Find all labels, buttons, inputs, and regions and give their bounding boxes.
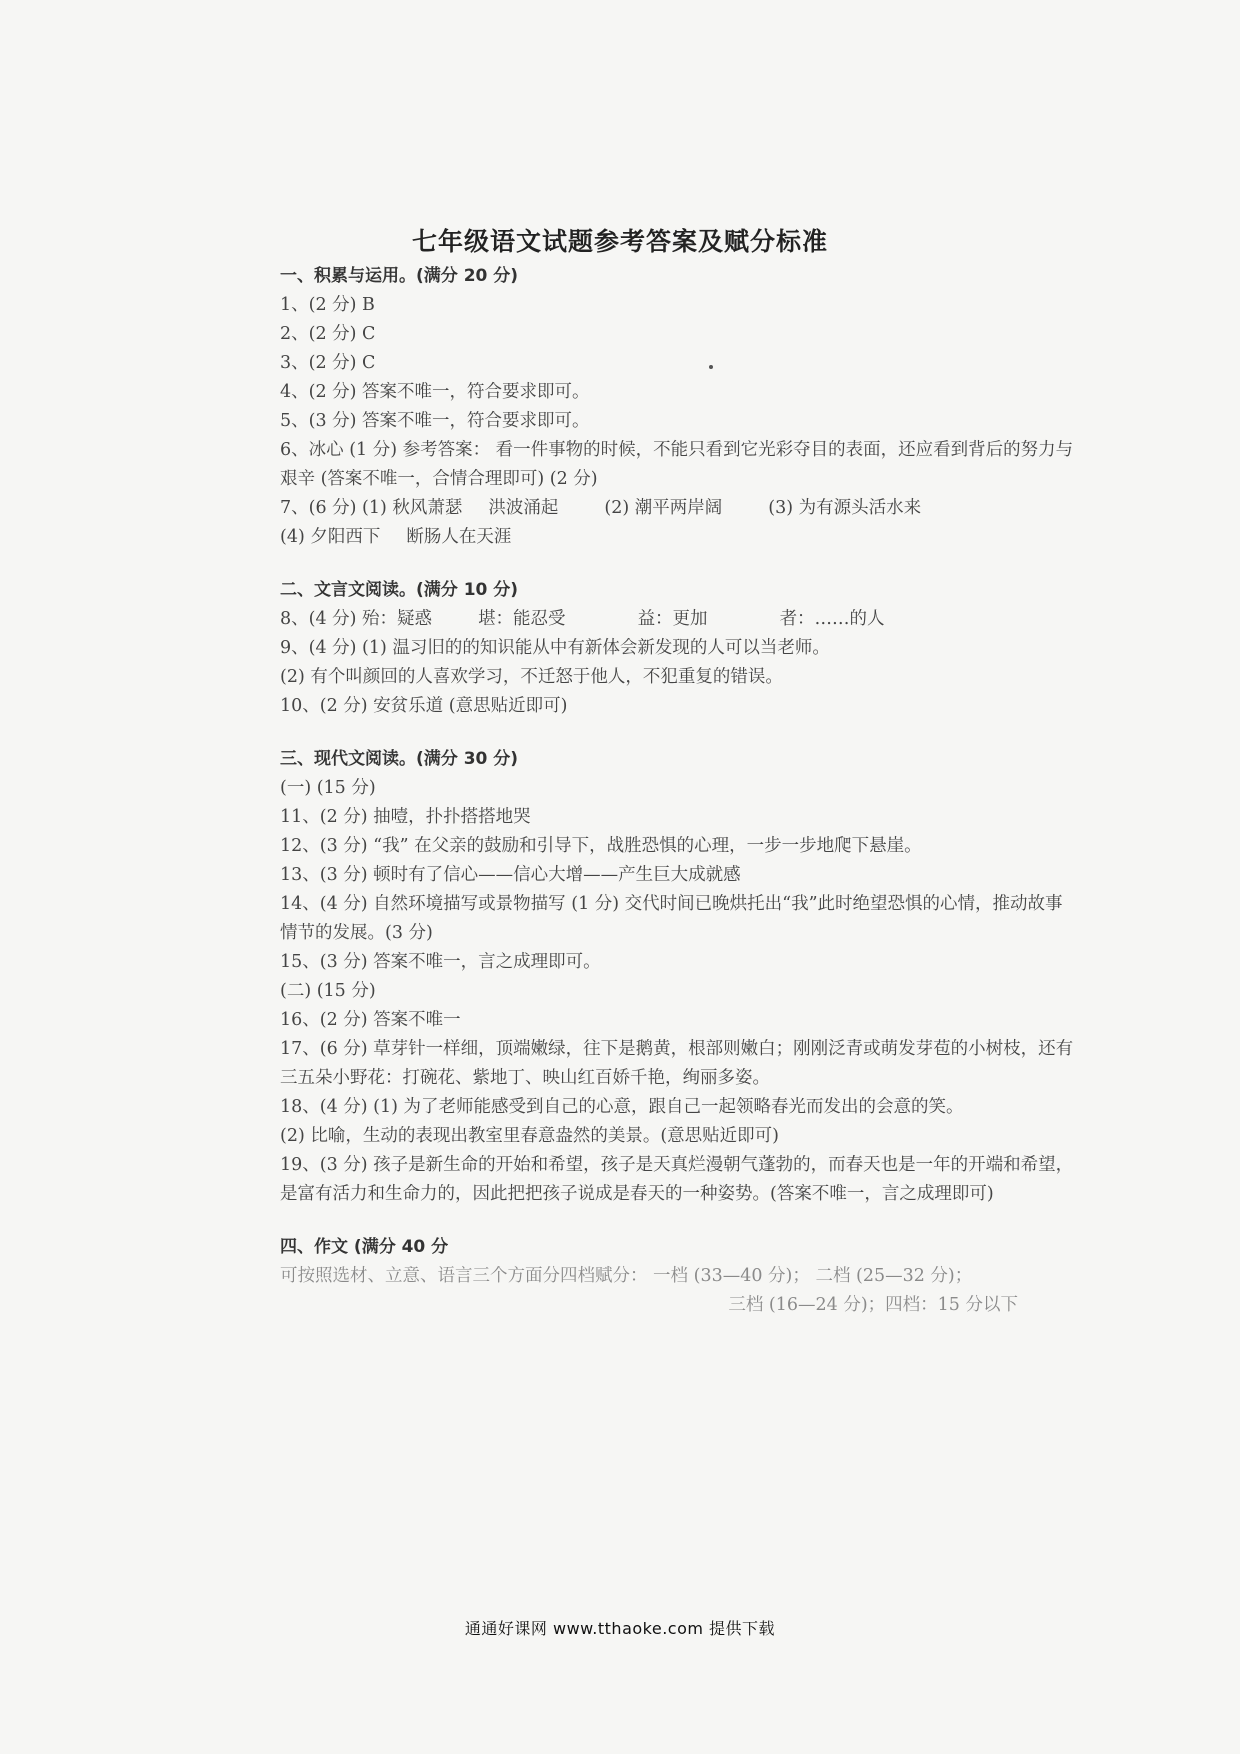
answer-line: 4、(2 分) 答案不唯一，符合要求即可。 [280,382,590,402]
answer-content [280,262,1080,1320]
q8-prefix: 8、(4 分) 殆：疑惑 [280,609,433,629]
q7-a3: (3) 为有源头活水来 [768,498,922,518]
answer-line: 14、(4 分) 自然环境描写或景物描写 (1 分) 交代时间已晚烘托出“我”此时绝望恐惧的心情，推动故事情节的发展。(3 分) [280,894,1063,943]
q7-prefix: 7、(6 分) (1) 秋风萧瑟 [280,498,463,518]
grading-line: 三档 (16—24 分)；四档：15 分以下 [728,1295,1018,1315]
answer-line: 5、(3 分) 答案不唯一，符合要求即可。 [280,411,590,431]
q8-b: 堪：能忍受 [478,609,566,629]
answer-line: 10、(2 分) 安贫乐道 (意思贴近即可) [280,696,568,716]
answer-line: 17、(6 分) 草芽针一样细，顶端嫩绿，往下是鹅黄，根部则嫩白；刚刚泛青或萌发芽苞的小树枝，还有三五朵小野花：打碗花、紫地丁、映山红百娇千艳，绚丽多姿。 [280,1039,1074,1088]
answer-line: 19、(3 分) 孩子是新生命的开始和希望，孩子是天真烂漫朝气蓬勃的，而春天也是一年的开端和希望，是富有活力和生命力的，因此把把孩子说成是春天的一种姿势。(答案不唯一，言之成理即可) [280,1155,1074,1204]
section-heading-3: 三、现代文阅读。(满分 30 分) [280,749,519,769]
q7-a4b: 断肠人在天涯 [406,527,512,547]
answer-line: 18、(4 分) (1) 为了老师能感受到自己的心意，跟自己一起领略春光而发出的会意的笑。 [280,1097,964,1117]
section-heading-2: 二、文言文阅读。(满分 10 分) [280,580,519,600]
section-heading-1: 一、积累与运用。(满分 20 分) [280,266,519,286]
answer-line: 1、(2 分) B [280,295,375,315]
q7-a4: (4) 夕阳西下 [280,527,381,547]
section-heading-4: 四、作文 (满分 40 分 [280,1237,449,1257]
answer-line: 3、(2 分) C [280,353,376,373]
answer-line: 12、(3 分) “我” 在父亲的鼓励和引导下，战胜恐惧的心理，一步一步地爬下悬崖。 [280,836,922,856]
grading-line: 可按照选材、立意、语言三个方面分四档赋分： 一档 (33—40 分)； 二档 (25—32 分)； [280,1266,973,1286]
answer-line: 9、(4 分) (1) 温习旧的的知识能从中有新体会新发现的人可以当老师。 [280,638,830,658]
answer-q7-line2 [280,523,1080,552]
q7-a1b: 洪波涌起 [488,498,559,518]
q8-d: 者：……的人 [779,609,885,629]
download-footer: 通通好课网 www.tthaoke.com 提供下载 [464,1619,776,1638]
answer-line: 13、(3 分) 顿时有了信心——信心大增——产生巨大成就感 [280,865,741,885]
q8-c: 益：更加 [637,609,708,629]
subsection-label: (一) (15 分) [280,778,376,798]
answer-q7-line1 [280,494,1080,523]
answer-line: (2) 比喻，生动的表现出教室里春意盎然的美景。(意思贴近即可) [280,1126,780,1146]
answer-line: 2、(2 分) C [280,324,376,344]
answer-line: (2) 有个叫颜回的人喜欢学习，不迁怒于他人，不犯重复的错误。 [280,667,783,687]
answer-line: 15、(3 分) 答案不唯一，言之成理即可。 [280,952,601,972]
subsection-label: (二) (15 分) [280,981,376,1001]
answer-line: 11、(2 分) 抽噎，扑扑搭搭地哭 [280,807,531,827]
document-title: 七年级语文试题参考答案及赋分标准 [411,227,828,256]
q7-a2: (2) 潮平两岸阔 [604,498,723,518]
answer-line: 6、冰心 (1 分) 参考答案： 看一件事物的时候，不能只看到它光彩夺目的表面，还应看到背后的努力与艰辛 (答案不唯一，合情合理即可) (2 分) [280,440,1074,489]
answer-line: 16、(2 分) 答案不唯一 [280,1010,461,1030]
answer-q8-line [280,605,1080,634]
